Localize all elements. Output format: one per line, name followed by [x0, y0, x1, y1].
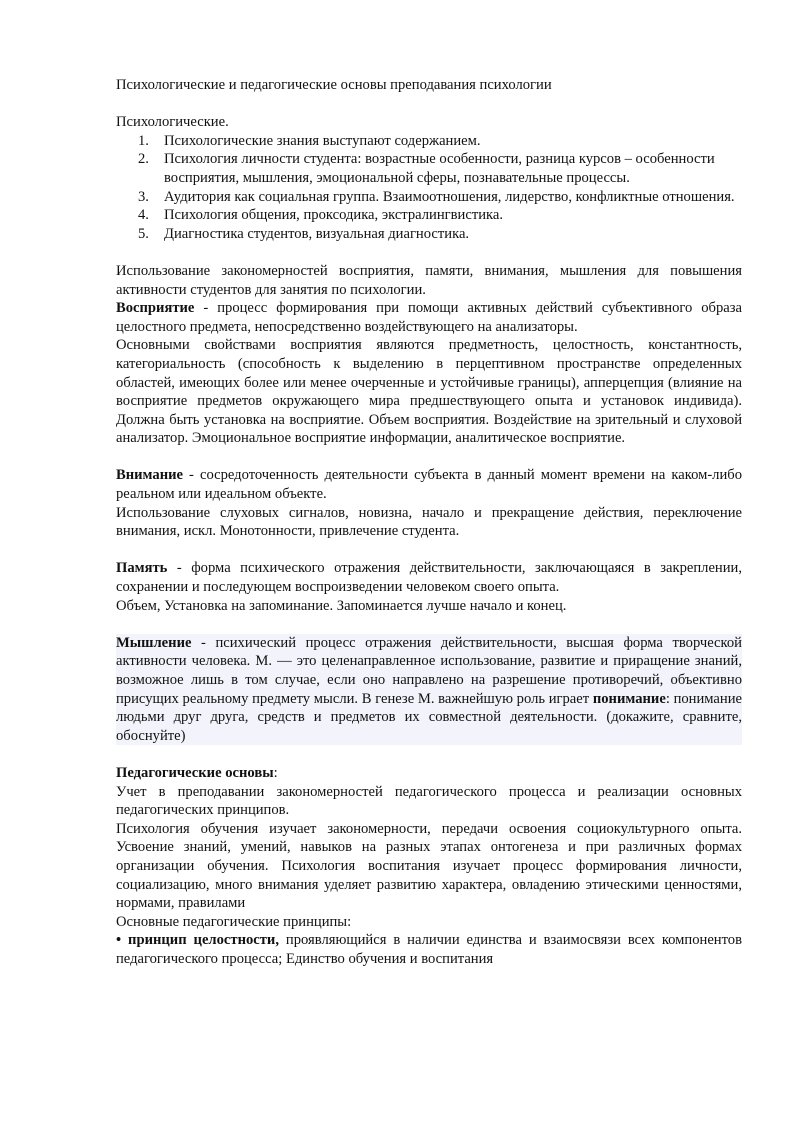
list-item-text: Психология общения, проксодика, экстралингвистика. [164, 207, 504, 224]
memory-definition: - форма психического отражения действительности, заключающаяся в закреплении, сохранении и последующем воспроизведении человеком своего опыта. [116, 560, 742, 596]
list-item-text: Психология личности студента: возрастные особенности, разница курсов – особенности восприятия, мышления, эмоциональной сферы, познавательные процессы. [164, 151, 715, 186]
spacer [116, 615, 742, 634]
understanding-term: понимание [592, 690, 666, 707]
memory-term: Память [116, 560, 168, 577]
attention-term: Внимание [116, 467, 183, 484]
pedagogical-heading-suffix: : [273, 764, 278, 781]
bullet-icon: • [116, 932, 122, 949]
spacer [116, 745, 742, 764]
list-number: 5. [138, 225, 149, 242]
attention-definition: - сосредоточенность деятельности субъекта в данный момент времени на каком-либо реальном или идеальном объекте. [116, 467, 742, 503]
thinking-definition-a: - психический процесс отражения действительности, высшая форма творческой активности человека. М. — это целенаправленное использование, развитие и приращение знаний, возможное лишь в том случае, если оно направлено на разрешение противоречий, объективно присущих реальному предмету мысли. В генезе М. важнейшую роль играет [116, 634, 742, 707]
pedagogical-heading-text: Педагогические основы [116, 764, 274, 781]
pedagogical-para-1: Учет в преподавании закономерностей педагогического процесса и реализации основных педагогических принципов. [116, 783, 742, 819]
list-item-text: Психологические знания выступают содержанием. [164, 132, 481, 149]
list-item [138, 150, 742, 187]
spacer [116, 541, 742, 560]
pedagogical-para-2: Психология обучения изучает закономерности, передачи освоения социокультурного опыта. Усвоение знаний, умений, навыков на разных этапах онтогенеза и при различных формах организации обучения. Психология воспитания изучает процесс формирования личности, социализацию, много внимания уделяет развитию характера, овладению этическими ценностями, нормами, правилами [116, 820, 742, 912]
list-number: 1. [138, 132, 149, 149]
list-number: 2. [138, 151, 149, 168]
thinking-term: Мышление [116, 634, 192, 651]
usage-paragraph: Использование закономерностей восприятия, памяти, внимания, мышления для повышения активности студентов для занятия по психологии. [116, 262, 742, 298]
memory-paragraph [116, 559, 742, 596]
psych-list [116, 132, 742, 244]
attention-usage: Использование слуховых сигналов, новизна, начало и прекращение действия, переключение внимания, искл. Монотонности, привлечение студента. [116, 504, 742, 540]
attention-paragraph [116, 466, 742, 503]
list-item-text: Аудитория как социальная группа. Взаимоотношения, лидерство, конфликтные отношения. [164, 188, 735, 205]
list-item [138, 206, 742, 225]
principles-heading: Основные педагогические принципы: [116, 913, 352, 930]
list-number: 4. [138, 207, 149, 224]
perception-term: Восприятие [116, 300, 195, 317]
perception-properties: Основными свойствами восприятия являются предметность, целостность, константность, категориальность (способность к выделению в перцептивном пространстве определенных областей, имеющих более или менее очерченные и устойчивые границы), апперцепция (влияние на восприятие предметов окружающего мира предшествующего опыта и установок индивида). Должна быть установка на восприятие. Объем восприятия. Воздействие на зрительный и слуховой анализатор. Эмоциональное восприятие информации, аналитическое восприятие. [116, 337, 742, 447]
thinking-paragraph [116, 634, 742, 746]
thinking-definition-b: : понимание людьми друг друга, средств и предметов их совместной деятельности. (докажите, сравните, обоснуйте) [116, 690, 743, 744]
list-item [138, 225, 742, 244]
pedagogical-heading [116, 764, 742, 783]
list-item [138, 132, 742, 151]
spacer [116, 243, 742, 262]
list-item-text: Диагностика студентов, визуальная диагностика. [164, 225, 470, 242]
principle-item [116, 931, 742, 968]
spacer [116, 448, 742, 467]
list-item [138, 188, 742, 207]
spacer [116, 95, 742, 114]
psych-heading: Психологические. [116, 114, 229, 131]
principle-text: проявляющийся в наличии единства и взаимосвязи всех компонентов педагогического процесса; Единство обучения и воспитания [116, 932, 742, 967]
list-number: 3. [138, 188, 149, 205]
principle-term: принцип целостности, [128, 932, 279, 949]
document-title: Психологические и педагогические основы преподавания психологии [116, 77, 552, 93]
perception-paragraph [116, 299, 742, 336]
perception-definition: - процесс формирования при помощи активных действий субъективного образа целостного предмета, непосредственно воздействующего на анализаторы. [116, 300, 742, 335]
memory-note: Объем, Установка на запоминание. Запоминается лучше начало и конец. [116, 597, 567, 614]
